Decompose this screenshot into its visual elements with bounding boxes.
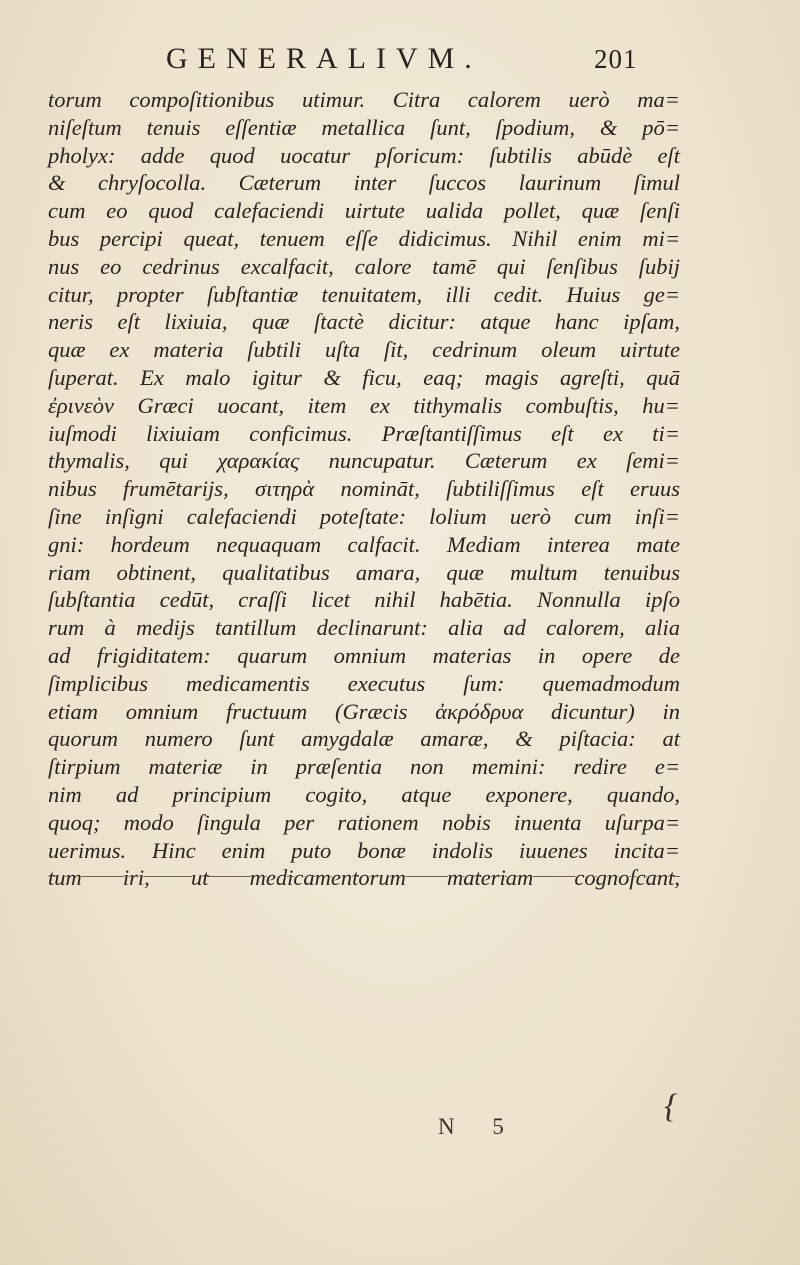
text-line: iuſmodi lixiuiam conficimus. Præſtantiſſimus eſt ex ti= xyxy=(48,420,680,446)
text-line: cum eo quod calefaciendi uirtute ualida pollet, quæ ſenſi xyxy=(48,198,680,224)
page-footer xyxy=(0,1088,800,1154)
body-text xyxy=(48,86,680,892)
catch-mark: { xyxy=(664,1088,678,1125)
text-line: nim ad principium cogito, atque exponere, quando, xyxy=(48,781,680,807)
text-line: ſubſtantia cedūt, craſſi licet nihil habētia. Nonnulla ipſo xyxy=(48,587,680,613)
text-line: uerimus. Hinc enim puto bonæ indolis iuuenes incita= xyxy=(48,837,680,863)
text-line: neris eſt lixiuia, quæ ſtactè dicitur: atque hanc ipſam, xyxy=(48,309,680,335)
text-line: gni: hordeum nequaquam calfacit. Mediam interea mate xyxy=(48,531,680,557)
text-line: ſuperat. Ex malo igitur & ficu, eaq; magis agreſti, quā xyxy=(48,364,680,390)
text-line: tum iri, ut medicamentorum materiam cognoſcant, xyxy=(48,865,680,891)
text-line: rum à medijs tantillum declinarunt: alia ad calorem, alia xyxy=(48,615,680,641)
text-line: & chryſocolla. Cæterum inter ſuccos laurinum ſimul xyxy=(48,170,680,196)
text-line: torum compoſitionibus utimur. Citra calorem uerò ma= xyxy=(48,87,680,112)
text-line: pholyx: adde quod uocatur pſoricum: ſubtilis abūdè eſt xyxy=(48,142,680,168)
text-line: quæ ex materia ſubtili uſta ſit, cedrinum oleum uirtute xyxy=(48,337,680,363)
text-line: riam obtinent, qualitatibus amara, quæ multum tenuibus xyxy=(48,559,680,585)
text-line: nus eo cedrinus excalfacit, calore tamē qui ſenſibus ſubij xyxy=(48,253,680,279)
page-header xyxy=(0,42,800,82)
text-line: citur, propter ſubſtantiæ tenuitatem, illi cedit. Huius ge= xyxy=(48,281,680,307)
page-number: 201 xyxy=(594,44,638,74)
text-line: ſimplicibus medicamentis executus ſum: quemadmodum xyxy=(48,670,680,696)
text-line: quoq; modo ſingula per rationem nobis inuenta uſurpa= xyxy=(48,809,680,835)
text-line: ἐρινεὸν Græci uocant, item ex tithymalis combuſtis, hu= xyxy=(48,392,680,418)
text-line: bus percipi queat, tenuem eſſe didicimus. Nihil enim mi= xyxy=(48,225,680,251)
text-line: nibus frumētarijs, σιτηρὰ nomināt, ſubtiliſſimus eſt eruus xyxy=(48,476,680,502)
running-head: GENERALIVM. xyxy=(166,42,482,75)
text-line: niſeſtum tenuis eſſentiæ metallica ſunt, ſpodium, & pō= xyxy=(48,114,680,140)
text-line: thymalis, qui χαρακίας nuncupatur. Cæterum ex ſemi= xyxy=(48,448,680,474)
signature-mark: N 5 xyxy=(438,1114,520,1139)
text-line: ad frigiditatem: quarum omnium materias in opere de xyxy=(48,642,680,668)
text-line: etiam omnium fructuum (Græcis ἀκρόδρυα dicuntur) in xyxy=(48,698,680,724)
text-line: quorum numero ſunt amygdalæ amaræ, & piſtacia: at xyxy=(48,726,680,752)
text-line: ſtirpium materiæ in præſentia non memini: redire e= xyxy=(48,754,680,780)
text-line: ſine inſigni calefaciendi poteſtate: lolium uerò cum inſi= xyxy=(48,503,680,529)
